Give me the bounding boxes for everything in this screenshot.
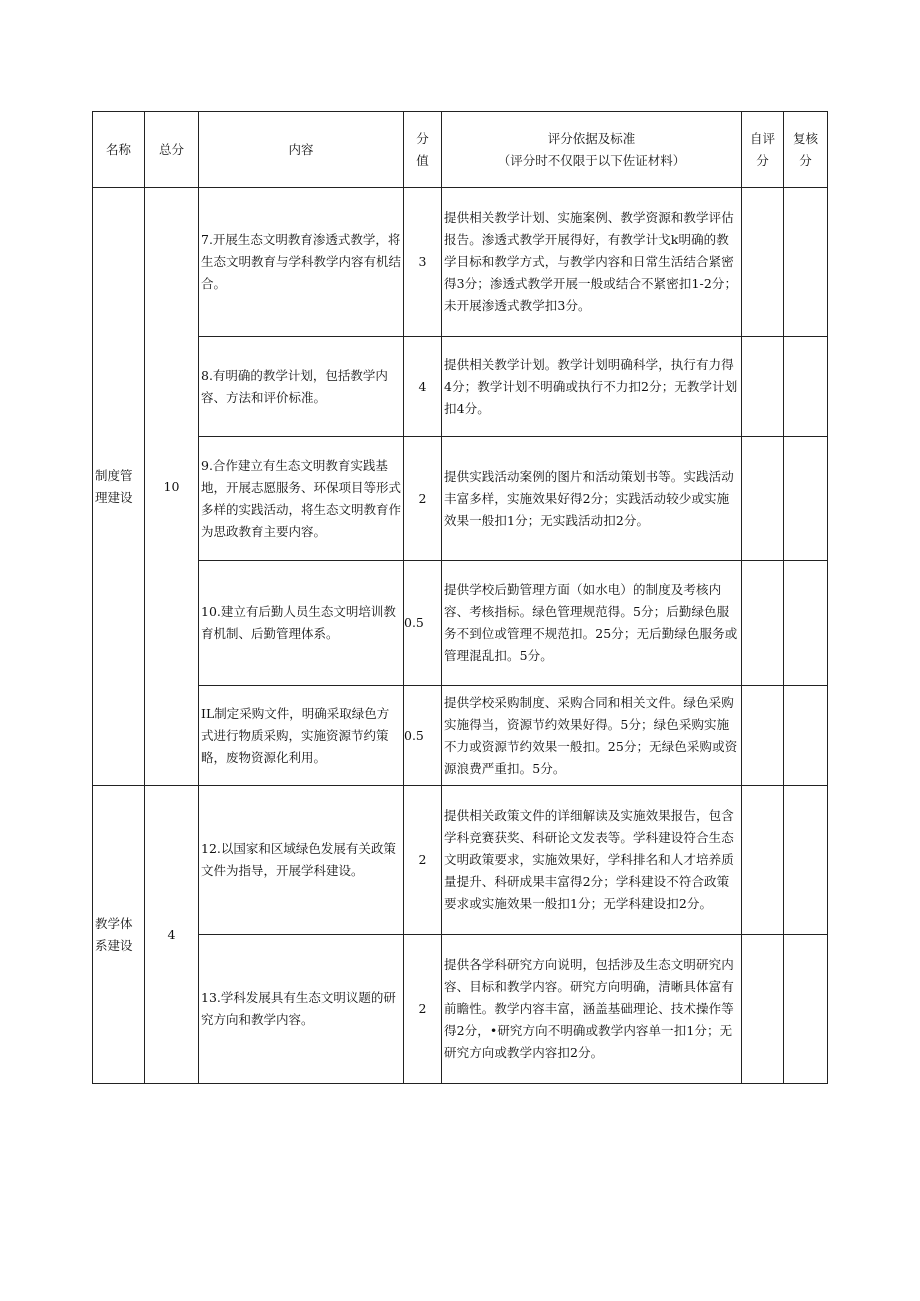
review-score-cell[interactable] (784, 437, 828, 561)
item-criteria: 提供学校后勤管理方面（如水电）的制度及考核内容、考核指标。绿色管理规范得。5分；后勤绿色服务不到位或管理不规范扣。25分；无后勤绿色服务或管理混乱扣。5分。 (442, 561, 742, 686)
self-score-cell[interactable] (742, 188, 784, 337)
self-score-cell[interactable] (742, 437, 784, 561)
item-content: 10.建立有后勤人员生态文明培训教育机制、后勤管理体系。 (199, 561, 404, 686)
review-score-cell[interactable] (784, 935, 828, 1084)
item-score: 0.5 (404, 686, 442, 786)
item-score: 3 (404, 188, 442, 337)
table-row (93, 337, 828, 437)
group-total: 4 (145, 786, 199, 1084)
evaluation-table (92, 111, 828, 1084)
self-score-cell[interactable] (742, 561, 784, 686)
review-score-cell[interactable] (784, 686, 828, 786)
table-row (93, 188, 828, 337)
header-score-line1: 分 (416, 130, 429, 146)
header-review-line1: 复核 (792, 130, 818, 146)
header-content: 内容 (199, 112, 404, 188)
header-review-score (784, 112, 828, 188)
header-self-line1: 自评 (749, 130, 775, 146)
self-score-cell[interactable] (742, 786, 784, 935)
item-criteria: 提供实践活动案例的图片和活动策划书等。实践活动丰富多样，实施效果好得2分；实践活动较少或实施效果一般扣1分；无实践活动扣2分。 (442, 437, 742, 561)
item-score: 4 (404, 337, 442, 437)
item-content: IL制定采购文件，明确采取绿色方式进行物质采购，实施资源节约策略，废物资源化利用。 (199, 686, 404, 786)
item-score: 2 (404, 786, 442, 935)
item-criteria: 提供相关教学计划、实施案例、教学资源和教学评估报告。渗透式教学开展得好，有教学计戈k明确的教学目标和教学方式，与教学内容和日常生活结合紧密得3分；渗透式教学开展一般或结合不紧密扣1-2分；未开展渗透式教学扣3分。 (442, 188, 742, 337)
item-criteria: 提供各学科研究方向说明，包括涉及生态文明研究内容、目标和教学内容。研究方向明确，清晰具体富有前瞻性。教学内容丰富，涵盖基础理论、技术操作等得2分，•研究方向不明确或教学内容单一扣1分；无研究方向或教学内容扣2分。 (442, 935, 742, 1084)
header-name: 名称 (93, 112, 145, 188)
header-self-score (742, 112, 784, 188)
table-row (93, 686, 828, 786)
item-content: 8.有明确的教学计划，包括教学内容、方法和评价标准。 (199, 337, 404, 437)
item-content: 9.合作建立有生态文明教育实践基地，开展志愿服务、环保项目等形式多样的实践活动，将生态文明教育作为思政教育主要内容。 (199, 437, 404, 561)
group-name: 教学体系建设 (93, 786, 145, 1084)
table-row (93, 786, 828, 935)
table-row (93, 561, 828, 686)
group-name: 制度管理建设 (93, 188, 145, 786)
table-row (93, 935, 828, 1084)
header-self-line2: 分 (756, 152, 769, 168)
item-criteria: 提供学校采购制度、采购合同和相关文件。绿色采购实施得当，资源节约效果好得。5分；绿色采购实施不力或资源节约效果一般扣。25分；无绿色采购或资源浪费严重扣。5分。 (442, 686, 742, 786)
self-score-cell[interactable] (742, 935, 784, 1084)
item-criteria: 提供相关政策文件的详细解读及实施效果报告，包含学科竞赛获奖、科研论文发表等。学科建设符合生态文明政策要求，实施效果好，学科排名和人才培养质量提升、科研成果丰富得2分；学科建设不符合政策要求或实施效果一般扣1分；无学科建设扣2分。 (442, 786, 742, 935)
header-criteria-line1: 评分依据及标准 (547, 130, 636, 146)
self-score-cell[interactable] (742, 686, 784, 786)
review-score-cell[interactable] (784, 786, 828, 935)
item-score: 0.5 (404, 561, 442, 686)
group-total: 10 (145, 188, 199, 786)
header-criteria-line2: （评分时不仅限于以下佐证材料） (497, 152, 686, 168)
review-score-cell[interactable] (784, 561, 828, 686)
header-score-line2: 值 (416, 152, 429, 168)
header-score (404, 112, 442, 188)
review-score-cell[interactable] (784, 188, 828, 337)
item-score: 2 (404, 437, 442, 561)
header-review-line2: 分 (799, 152, 812, 168)
item-criteria: 提供相关教学计划。教学计划明确科学，执行有力得4分；教学计划不明确或执行不力扣2分；无教学计划扣4分。 (442, 337, 742, 437)
item-content: 13.学科发展具有生态文明议题的研究方向和教学内容。 (199, 935, 404, 1084)
header-total: 总分 (145, 112, 199, 188)
self-score-cell[interactable] (742, 337, 784, 437)
header-criteria (442, 112, 742, 188)
header-row (93, 112, 828, 188)
item-score: 2 (404, 935, 442, 1084)
review-score-cell[interactable] (784, 337, 828, 437)
item-content: 7.开展生态文明教育渗透式教学，将生态文明教育与学科教学内容有机结合。 (199, 188, 404, 337)
item-content: 12.以国家和区域绿色发展有关政策文件为指导，开展学科建设。 (199, 786, 404, 935)
table-row (93, 437, 828, 561)
